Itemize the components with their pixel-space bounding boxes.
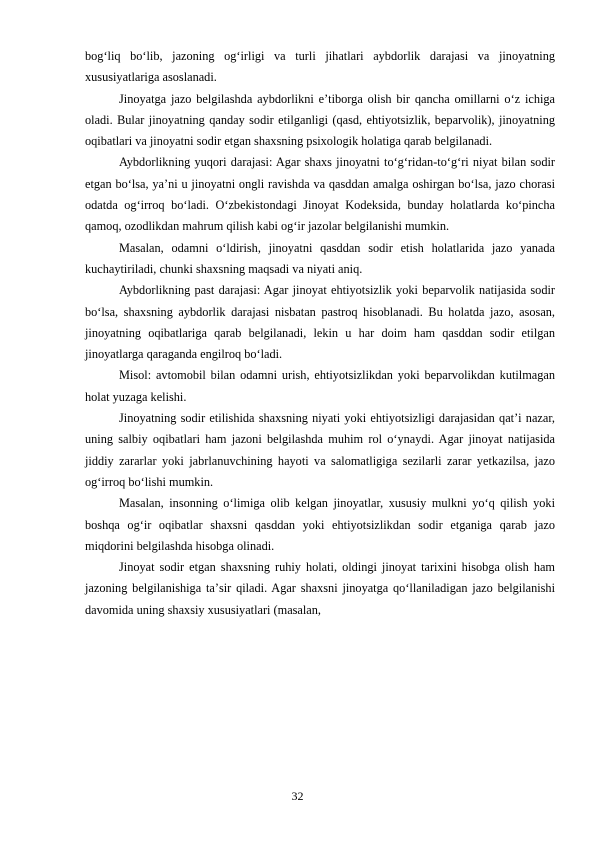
paragraph: Masalan, insonning oʻlimiga olib kelgan jinoyatlar, xususiy mulkni yoʻq qilish yoki boshqa ogʻir oqibatlar shaxsni qasddan yoki ehtiyotsizlikdan sodir etganiga qarab jazo miqdorini belgilashda hisobga olinadi. — [85, 496, 555, 553]
paragraph: Aybdorlikning past darajasi: Agar jinoyat ehtiyotsizlik yoki beparvolik natijasida sodir boʻlsa, shaxsning aybdorlik darajasi nisbatan pastroq hisoblanadi. Bu holatda jazo, asosan, jinoyatning oqibatlariga qarab belgilanadi, lekin u har doim ham qasddan sodir etilgan jinoyatlarga qaraganda engilroq boʻladi. — [85, 283, 555, 362]
paragraph: Masalan, odamni oʻldirish, jinoyatni qasddan sodir etish holatlarida jazo yanada kuchaytiriladi, chunki shaxsning maqsadi va niyati aniq. — [85, 240, 555, 276]
paragraph: Jinoyatga jazo belgilashda aybdorlikni eʼtiborga olish bir qancha omillarni oʻz ichiga oladi. Bular jinoyatning qanday sodir etilganligi (qasd, ehtiyotsizlik, beparvolik), jinoyatning oqibatlari va jinoyatni sodir etgan shaxsning psixologik holatiga qarab belgilanadi. — [85, 91, 555, 149]
document-page — [85, 46, 555, 621]
paragraph: bogʻliq boʻlib, jazoning ogʻirligi va turli jihatlari aybdorlik darajasi va jinoyatning xususiyatlariga asoslanadi. — [85, 49, 555, 85]
paragraph: Misol: avtomobil bilan odamni urish, ehtiyotsizlikdan yoki beparvolikdan kutilmagan holat yuzaga kelishi. — [85, 368, 555, 404]
paragraph: Jinoyatning sodir etilishida shaxsning niyati yoki ehtiyotsizligi darajasidan qatʼi nazar, uning salbiy oqibatlari ham jazoni belgilashda muhim rol oʻynaydi. Agar jinoyat natijasida jiddiy zararlar yoki jabrlanuvchining hayoti va salomatligiga sezilarli zarar yetkazilsa, jazo ogʻirroq boʻlishi mumkin. — [85, 411, 555, 489]
paragraph: Jinoyat sodir etgan shaxsning ruhiy holati, oldingi jinoyat tarixini hisobga olish ham jazoning belgilanishiga taʼsir qiladi. Agar shaxsni jinoyatga qoʻllaniladigan jazo belgilanishi davomida uning shaxsiy xususiyatlari (masalan, — [85, 560, 555, 617]
paragraph: Aybdorlikning yuqori darajasi: Agar shaxs jinoyatni toʻgʻridan-toʻgʻri niyat bilan sodir etgan boʻlsa, yaʼni u jinoyatni ongli ravishda va qasddan amalga oshirgan boʻlsa, jazo chorasi odatda ogʻirroq boʻladi. Oʻzbekistondagi Jinoyat Kodeksida, bunday holatlarda koʻpincha qamoq, ozodlikdan mahrum qilish kabi ogʻir jazolar belgilanishi mumkin. — [85, 155, 555, 234]
page-number: 32 — [291, 789, 304, 803]
